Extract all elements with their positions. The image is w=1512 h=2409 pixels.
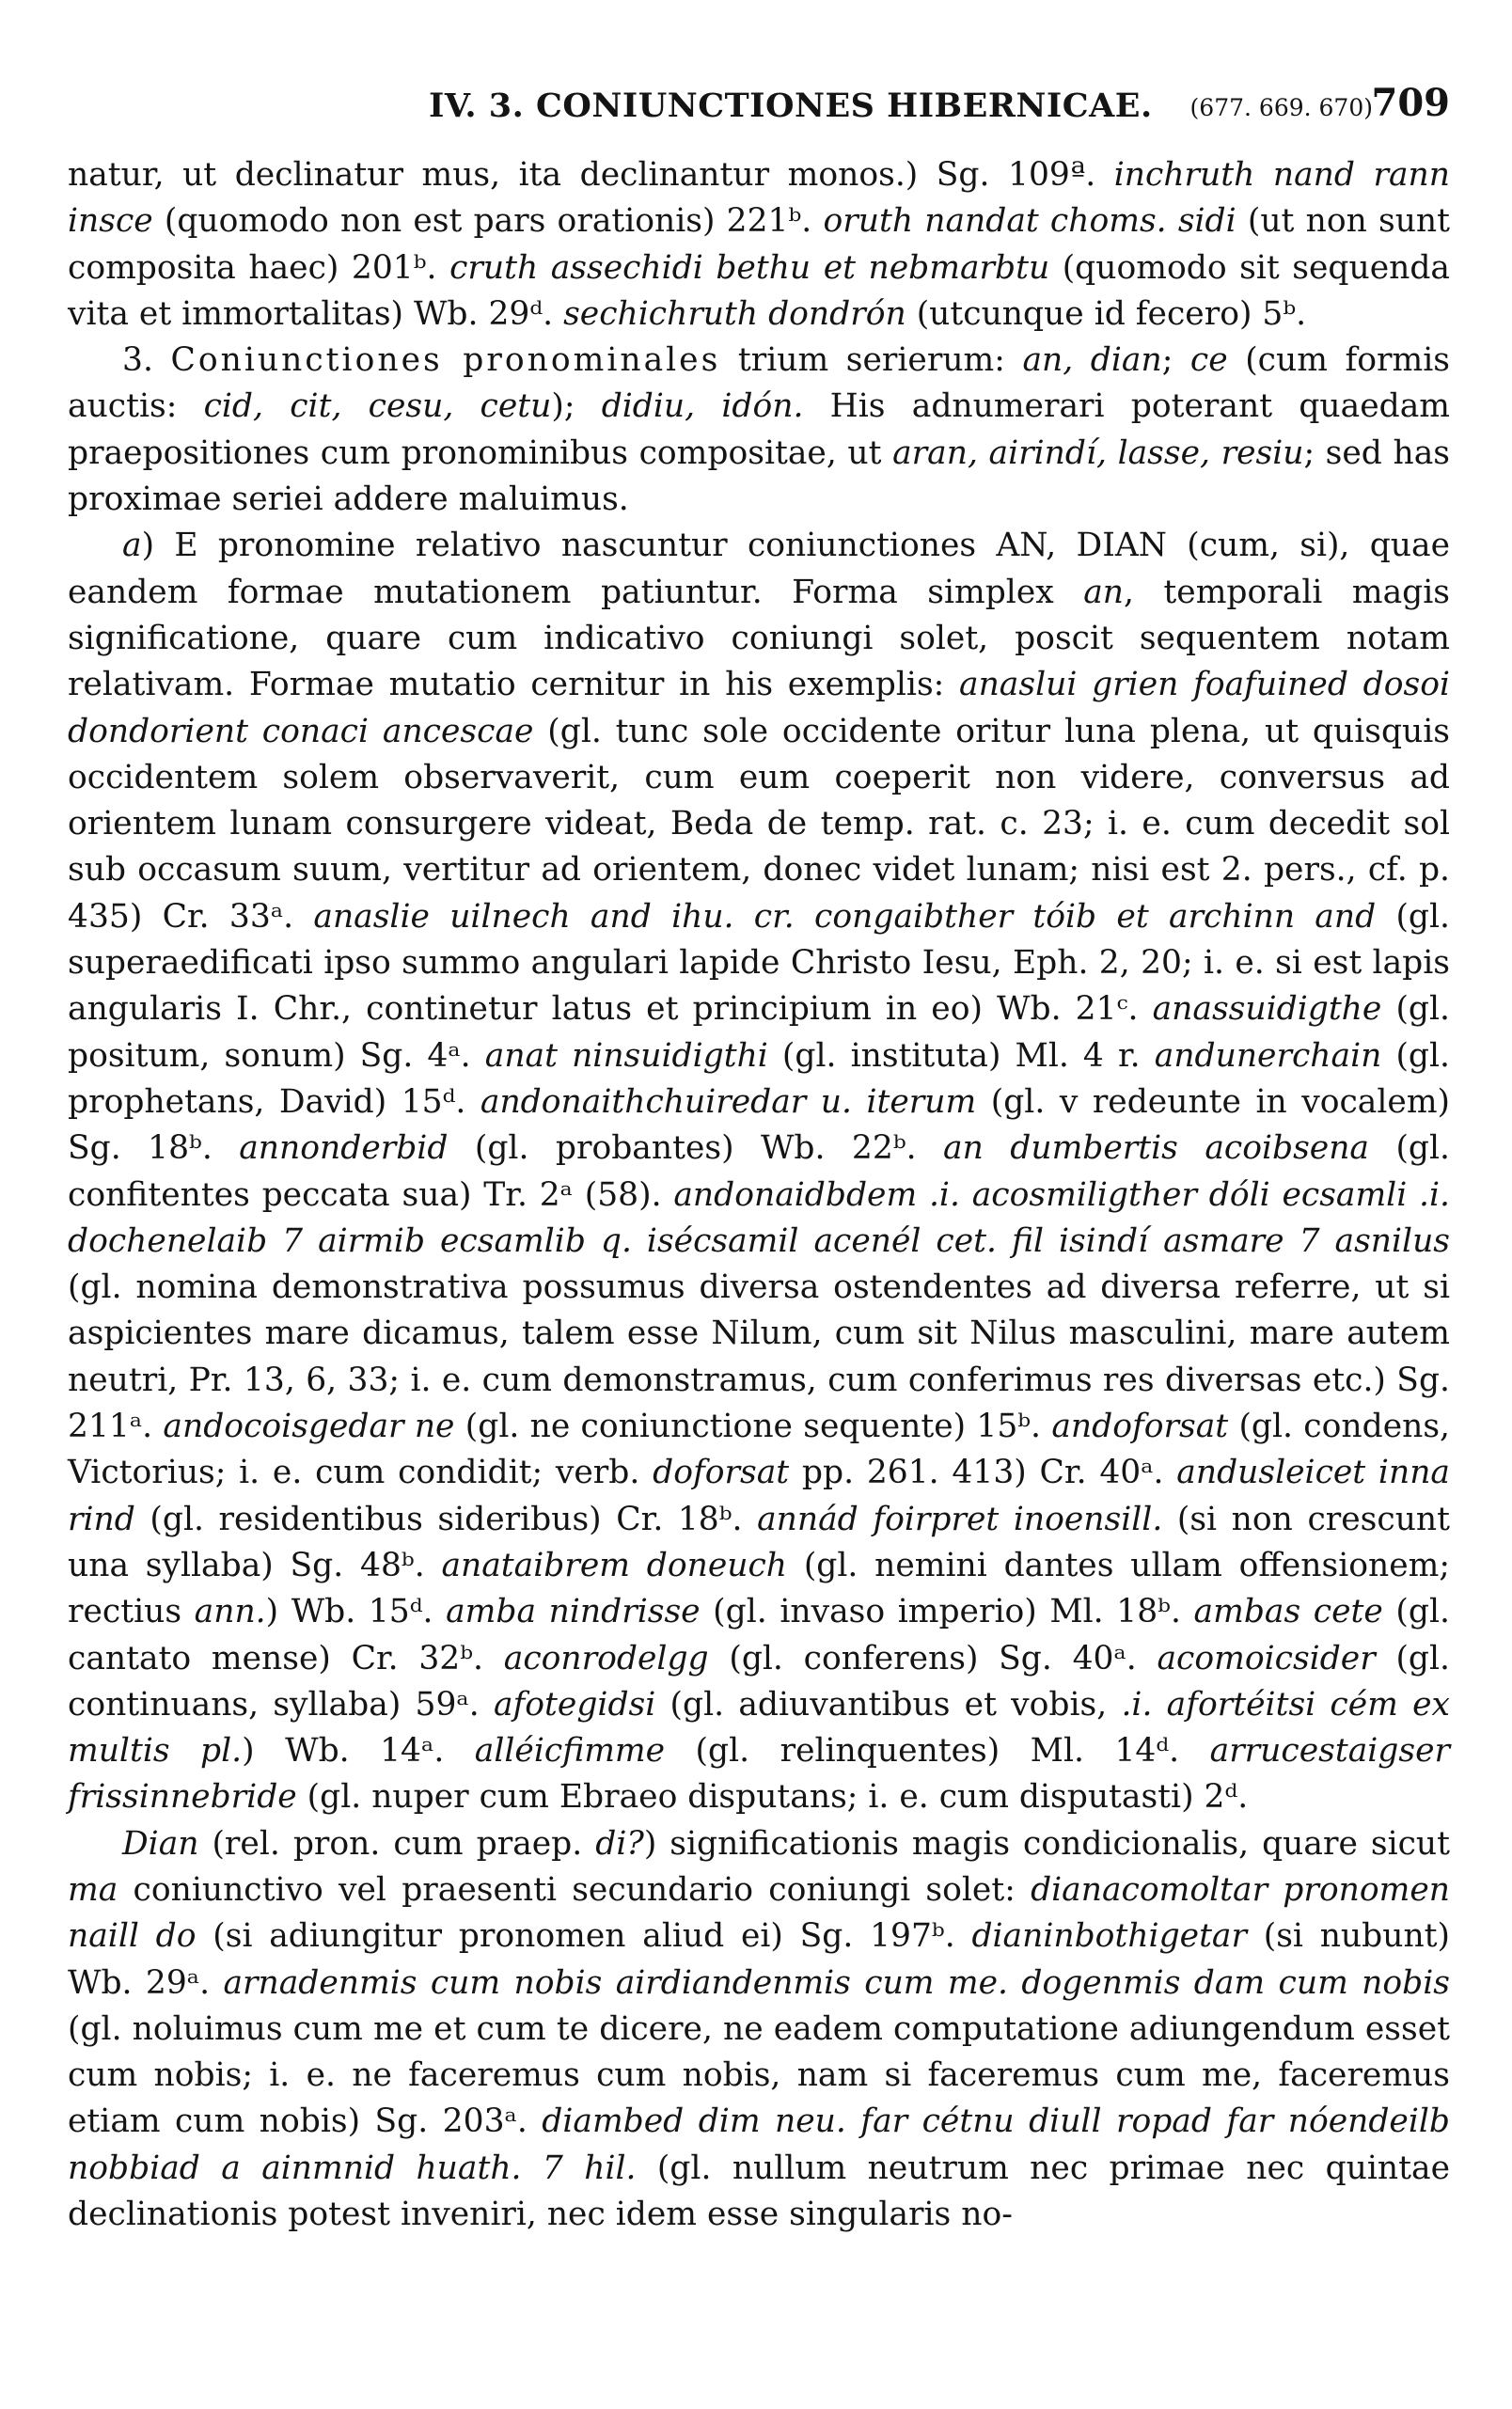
- paragraph-references: (677. 669. 670): [1189, 94, 1373, 121]
- spaced-heading: Coniunctiones pronominales: [170, 341, 721, 380]
- paragraph-dian: Dian (rel. pron. cum praep. di?) significationis magis condicionalis, quare sicut ma coniunctivo vel praesenti secundario coniungi solet: dianacomoltar pronomen naill do (si adiungitur pronomen aliud ei) Sg. 197ᵇ. dianinbothigetar (si nubunt) Wb. 29ᵃ. arnadenmis cum nobis airdiandenmis cum me. dogenmis dam cum nobis (gl. noluimus cum me et cum te dicere, ne eadem computatione adiungendum esset cum nobis; i. e. ne faceremus cum nobis, nam si faceremus cum me, faceremus etiam cum nobis) Sg. 203ᵃ. diambed dim neu. far cétnu diull ropad far nóendeilb nobbiad a ainmnid huath. 7 hil. (gl. nullum neutrum nec primae nec quintae declinationis potest inveniri, nec idem esse singularis no-: [68, 1824, 1451, 2234]
- paragraph-pronominal-conjunctions: 3. Coniunctiones pronominales trium serierum: an, dian; ce (cum formis auctis: cid, cit, cesu, cetu); didiu, idón. His adnumerari poterant quaedam praepositiones cum pronominibus compositae, ut aran, airindí, lasse, resiu; sed has proximae seriei addere maluimus.: [68, 341, 1450, 519]
- section-title: IV. 3. CONIUNCTIONES HIBERNICAE.: [429, 87, 1153, 125]
- paragraph-cruth: natur, ut declinatur mus, ita declinantur monos.) Sg. 109ª. inchruth nand rann insce (quomodo non est pars orationis) 221ᵇ. oruth nandat choms. sidi (ut non sunt composita haec) 201ᵇ. cruth assechidi bethu et nebmarbtu (quomodo sit sequenda vita et immortalitas) Wb. 29ᵈ. sechichruth dondrón (utcunque id fecero) 5ᵇ.: [68, 156, 1451, 333]
- page-number: 709: [1371, 81, 1450, 125]
- paragraph-an-dian: a) E pronomine relativo nascuntur coniunctiones AN, DIAN (cum, si), quae eandem formae mutationem patiuntur. Forma simplex an, temporali magis significatione, quare cum indicativo coniungi solet, poscit sequentem notam relativam. Formae mutatio cernitur in his exemplis: anaslui grien foafuined dosoi dondorient conaci ancescae (gl. tunc sole occidente oritur luna plena, ut quisquis occidentem solem observaverit, cum eum coeperit non videre, conversus ad orientem lunam consurgere videat, Beda de temp. rat. c. 23; i. e. cum decedit sol sub occasum suum, vertitur ad orientem, donec videt lunam; nisi est 2. pers., cf. p. 435) Cr. 33ᵃ. anaslie uilnech and ihu. cr. congaibther tóib et archinn and (gl. superaedificati ipso summo angulari lapide Christo Iesu, Eph. 2, 20; i. e. si est lapis angularis I. Chr., continetur latus et principium in eo) Wb. 21ᶜ. anassuidigthe (gl. positum, sonum) Sg. 4ᵃ. anat ninsuidigthi (gl. instituta) Ml. 4 r. andunerchain (gl. prophetans, David) 15ᵈ. andonaithchuiredar u. iterum (gl. v redeunte in vocalem) Sg. 18ᵇ. annonderbid (gl. probantes) Wb. 22ᵇ. an dumbertis acoibsena (gl. confitentes peccata sua) Tr. 2ᵃ (58). andonaidbdem .i. acosmiligther dóli ecsamli .i. dochenelaib 7 airmib ecsamlib q. isécsamil acenél cet. fil isindí asmare 7 asnilus (gl. nomina demonstrativa possumus diversa ostendentes ad diversa referre, ut si aspicientes mare dicamus, talem esse Nilum, cum sit Nilus masculini, mare autem neutri, Pr. 13, 6, 33; i. e. cum demonstramus, cum conferimus res diversas etc.) Sg. 211ᵃ. andocoisgedar ne (gl. ne coniunctione sequente) 15ᵇ. andoforsat (gl. condens, Victorius; i. e. cum condidit; verb. doforsat pp. 261. 413) Cr. 40ᵃ. andusleicet inna rind (gl. residentibus sideribus) Cr. 18ᵇ. annád foirpret inoensill. (si non crescunt una syllaba) Sg. 48ᵇ. anataibrem doneuch (gl. nemini dantes ullam offensionem; rectius ann.) Wb. 15ᵈ. amba nindrisse (gl. invaso imperio) Ml. 18ᵇ. ambas cete (gl. cantato mense) Cr. 32ᵇ. aconrodelgg (gl. conferens) Sg. 40ᵃ. acomoicsider (gl. continuans, syllaba) 59ᵃ. afotegidsi (gl. adiuvantibus et vobis, .i. afortéitsi cém ex multis pl.) Wb. 14ᵃ. alléicfimme (gl. relinquentes) Ml. 14ᵈ. arrucestaigser frissinnebride (gl. nuper cum Ebraeo disputans; i. e. cum disputasti) 2ᵈ.: [68, 527, 1451, 1817]
- running-head: [68, 75, 1450, 132]
- document-page: [68, 75, 1450, 2238]
- body-text: [68, 152, 1450, 2238]
